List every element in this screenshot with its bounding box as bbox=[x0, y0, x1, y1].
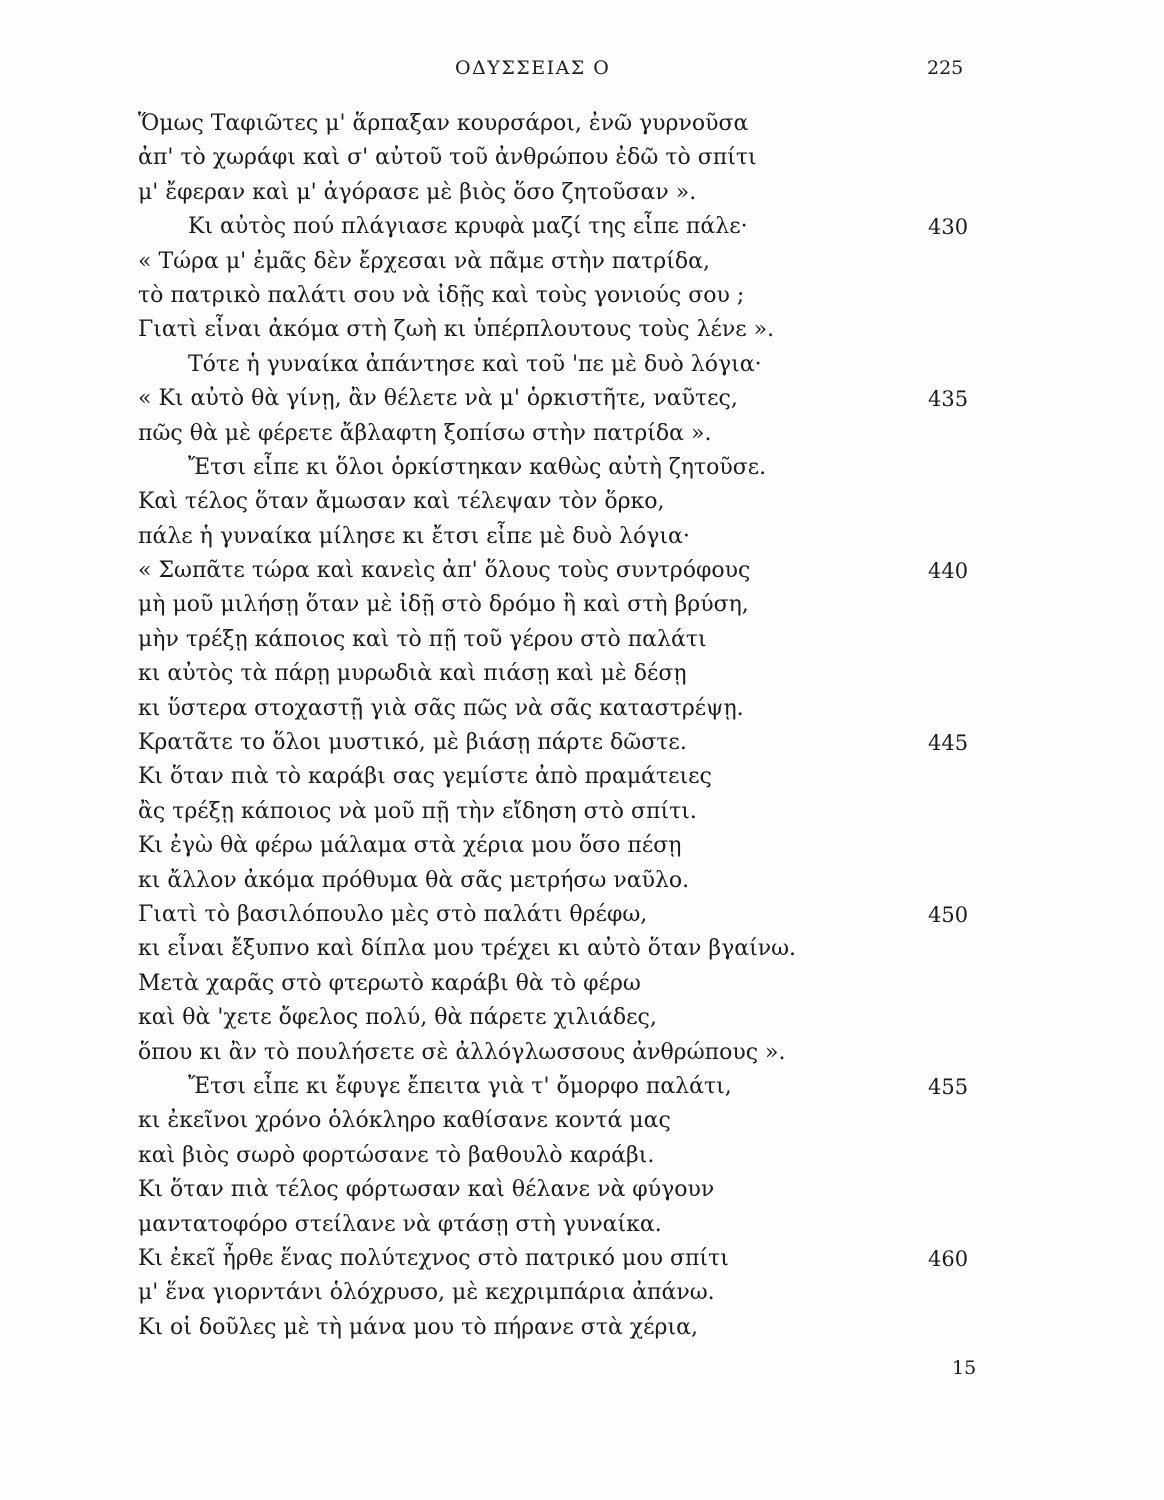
line-number: 445 bbox=[928, 731, 969, 756]
verse-line bbox=[138, 348, 998, 382]
verse-line bbox=[138, 795, 998, 829]
verse-line bbox=[138, 967, 998, 1001]
verse-line bbox=[138, 864, 998, 898]
verse-text: κι αὐτὸς τὰ πάρῃ μυρωδιὰ καὶ πιάσῃ καὶ μὲ δέσῃ bbox=[138, 661, 687, 687]
verse-text: Κι ὅταν πιὰ τέλος φόρτωσαν καὶ θέλανε νὰ φύγουν bbox=[138, 1177, 715, 1203]
signature-mark: 15 bbox=[952, 1357, 977, 1379]
verse-line bbox=[138, 898, 998, 932]
line-number: 440 bbox=[928, 559, 969, 584]
verse-text: Γιατὶ τὸ βασιλόπουλο μὲς στὸ παλάτι θρέφω, bbox=[138, 901, 648, 927]
verse-line bbox=[138, 279, 998, 313]
verse-text: Ὅμως Ταφιῶτες μ' ἅρπαξαν κουρσάροι, ἐνῶ γυρνοῦσα bbox=[138, 111, 749, 136]
verse-line bbox=[138, 1173, 998, 1207]
verse-text: μ' ἕνα γιορντάνι ὁλόχρυσο, μὲ κεχριμπάρια ἀπάνω. bbox=[138, 1280, 715, 1306]
line-number: 435 bbox=[928, 387, 969, 412]
verse-line bbox=[138, 141, 998, 175]
verse-line bbox=[138, 176, 998, 210]
line-number: 460 bbox=[928, 1246, 969, 1271]
verse-text: ὅπου κι ἂν τὸ πουλήσετε σὲ ἀλλόγλωσσους ἀνθρώπους ». bbox=[138, 1039, 786, 1065]
verse-line bbox=[138, 417, 998, 451]
verse-line bbox=[138, 829, 998, 863]
line-number: 430 bbox=[928, 215, 969, 240]
verse-line bbox=[138, 107, 998, 141]
verse-line bbox=[138, 1139, 998, 1173]
verse-text: κι ἄλλον ἀκόμα πρόθυμα θὰ σᾶς μετρήσω ναῦλο. bbox=[138, 867, 690, 893]
verse-text: μὴ μοῦ μιλήσῃ ὅταν μὲ ἰδῇ στὸ δρόμο ἢ καὶ στὴ βρύση, bbox=[138, 592, 749, 618]
verse-line bbox=[138, 245, 998, 279]
line-number: 450 bbox=[928, 902, 969, 927]
verse-line bbox=[138, 382, 998, 416]
verse-text: κι εἶναι ἔξυπνο καὶ δίπλα μου τρέχει κι αὐτὸ ὅταν βγαίνω. bbox=[138, 936, 797, 962]
verse-text: « Κι αὐτὸ θὰ γίνῃ, ἂν θέλετε νὰ μ' ὁρκιστῆτε, ναῦτες, bbox=[138, 386, 738, 412]
verse-text: Κι αὐτὸς πού πλάγιασε κρυφὰ μαζί της εἶπε πάλε· bbox=[188, 214, 748, 240]
verse-line bbox=[138, 588, 998, 622]
verse-text: Κι ἐγὼ θὰ φέρω μάλαμα στὰ χέρια μου ὅσο πέσῃ bbox=[138, 833, 682, 859]
verse-line bbox=[138, 1242, 998, 1276]
verse-text: Μετὰ χαρᾶς στὸ φτερωτὸ καράβι θὰ τὸ φέρω bbox=[138, 970, 641, 996]
verse-line bbox=[138, 1036, 998, 1070]
verse-line bbox=[138, 726, 998, 760]
verse-text: « Σωπᾶτε τώρα καὶ κανεὶς ἀπ' ὅλους τοὺς συντρόφους bbox=[138, 558, 751, 584]
verse-text: καὶ βιὸς σωρὸ φορτώσανε τὸ βαθουλὸ καράβι. bbox=[138, 1142, 655, 1168]
page-number: 225 bbox=[927, 57, 964, 79]
verse-text: τὸ πατρικὸ παλάτι σου νὰ ἰδῇς καὶ τοὺς γονιούς σου ; bbox=[138, 282, 745, 308]
verse-line bbox=[138, 623, 998, 657]
verse-text: Κρατᾶτε το ὅλοι μυστικό, μὲ βιάσῃ πάρτε δῶστε. bbox=[138, 730, 687, 756]
verse-text: καὶ θὰ 'χετε ὄφελος πολύ, θὰ πάρετε χιλιάδες, bbox=[138, 1005, 657, 1031]
verse-text: ἂς τρέξῃ κάποιος νὰ μοῦ πῇ τὴν εἴδηση στὸ σπίτι. bbox=[138, 798, 697, 824]
verse-line bbox=[138, 520, 998, 554]
verse-text: Ἔτσι εἶπε κι ἔφυγε ἔπειτα γιὰ τ' ὄμορφο παλάτι, bbox=[188, 1073, 732, 1099]
verse-text: Κι οἱ δοῦλες μὲ τὴ μάνα μου τὸ πήρανε στὰ χέρια, bbox=[138, 1314, 698, 1340]
verse-text: μ' ἔφεραν καὶ μ' ἀγόρασε μὲ βιὸς ὅσο ζητοῦσαν ». bbox=[138, 179, 697, 205]
verse-text: πῶς θὰ μὲ φέρετε ἄβλαφτη ξοπίσω στὴν πατρίδα ». bbox=[138, 420, 712, 446]
verse-line bbox=[138, 313, 998, 347]
verse-text: κι ὕστερα στοχαστῇ γιὰ σᾶς πῶς νὰ σᾶς καταστρέψῃ. bbox=[138, 695, 744, 721]
verse-text: μὴν τρέξῃ κάποιος καὶ τὸ πῇ τοῦ γέρου στὸ παλάτι bbox=[138, 626, 707, 652]
verse-text: κι ἐκεῖνοι χρόνο ὁλόκληρο καθίσανε κοντά μας bbox=[138, 1108, 671, 1134]
verse-text: μαντατοφόρο στείλανε νὰ φτάσῃ στὴ γυναίκα. bbox=[138, 1211, 662, 1237]
line-number: 455 bbox=[928, 1074, 969, 1099]
verse-text: Ἔτσι εἶπε κι ὅλοι ὁρκίστηκαν καθὼς αὐτὴ ζητοῦσε. bbox=[188, 454, 767, 480]
verse-line bbox=[138, 1001, 998, 1035]
verse-text: « Τώρα μ' ἐμᾶς δὲν ἔρχεσαι νὰ πᾶμε στὴν πατρίδα, bbox=[138, 248, 710, 274]
verse-line bbox=[138, 210, 998, 244]
verse-line bbox=[138, 657, 998, 691]
verse-line bbox=[138, 932, 998, 966]
verse-line bbox=[138, 1104, 998, 1138]
verse-line bbox=[138, 1276, 998, 1310]
verse-text: Γιατὶ εἶναι ἀκόμα στὴ ζωὴ κι ὑπέρπλουτους τοὺς λένε ». bbox=[138, 317, 775, 343]
verse-line bbox=[138, 1070, 998, 1104]
verse-text: Καὶ τέλος ὅταν ἄμωσαν καὶ τέλεψαν τὸν ὅρκο, bbox=[138, 489, 665, 515]
verse-text: Κι ὅταν πιὰ τὸ καράβι σας γεμίστε ἀπὸ πραμάτειες bbox=[138, 764, 712, 790]
verse-text: πάλε ἡ γυναίκα μίλησε κι ἔτσι εἶπε μὲ δυὸ λόγια· bbox=[138, 523, 690, 549]
verse-line bbox=[138, 451, 998, 485]
verse-line bbox=[138, 485, 998, 519]
verse-line bbox=[138, 1208, 998, 1242]
verse-text: Κι ἐκεῖ ἦρθε ἕνας πολύτεχνος στὸ πατρικό μου σπίτι bbox=[138, 1245, 729, 1271]
verse-line bbox=[138, 554, 998, 588]
verse-line bbox=[138, 1311, 998, 1345]
running-title: ΟΔΥΣΣΕΙΑΣ Ο bbox=[455, 57, 611, 79]
verse-text: ἀπ' τὸ χωράφι καὶ σ' αὐτοῦ τοῦ ἀνθρώπου ἐδῶ τὸ σπίτι bbox=[138, 145, 757, 171]
poem-text bbox=[138, 107, 998, 1345]
verse-line bbox=[138, 692, 998, 726]
verse-line bbox=[138, 760, 998, 794]
verse-text: Τότε ἡ γυναίκα ἀπάντησε καὶ τοῦ 'πε μὲ δυὸ λόγια· bbox=[188, 351, 762, 377]
